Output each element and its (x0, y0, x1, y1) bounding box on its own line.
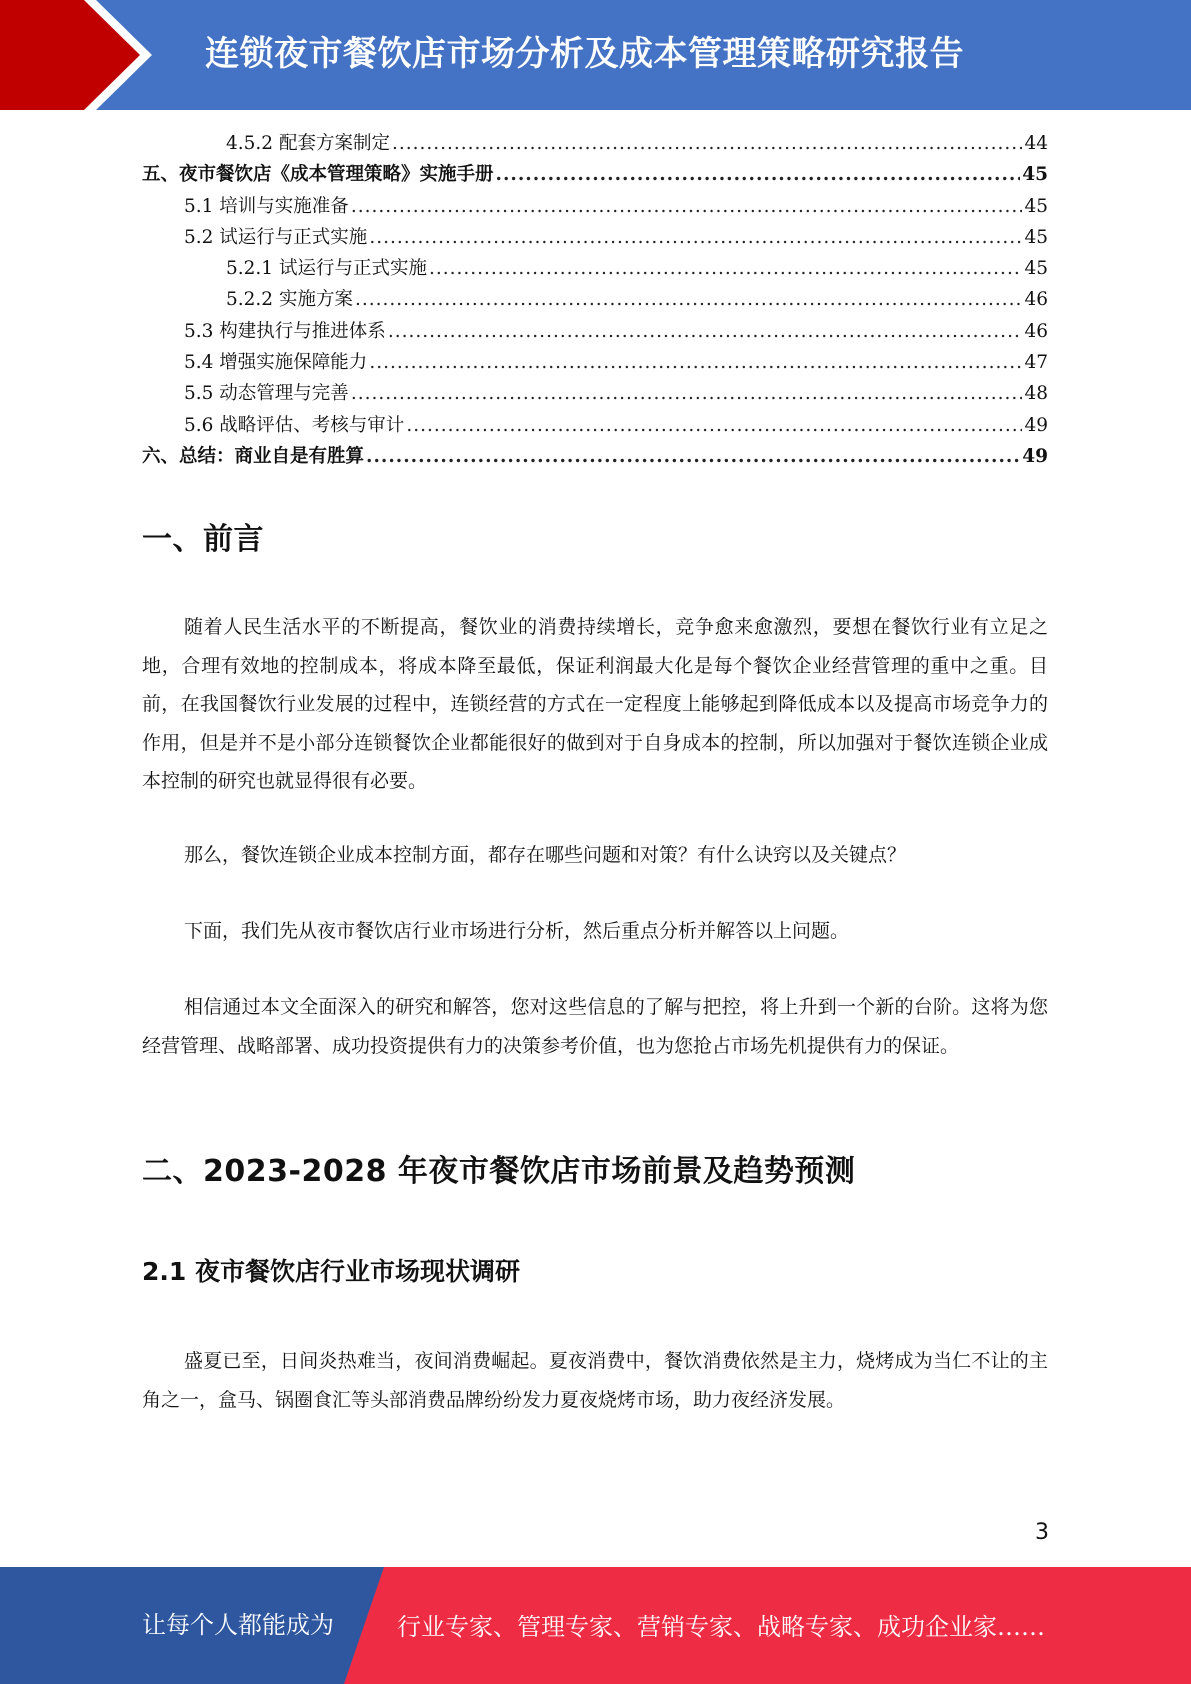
toc-entry[interactable] (142, 316, 1048, 347)
subsection-heading: 2.1 夜市餐饮店行业市场现状调研 (142, 1257, 520, 1286)
toc-entry-title: 5.5 动态管理与完善 (184, 383, 349, 405)
page-header (0, 0, 1191, 110)
toc-entry[interactable] (142, 347, 1048, 378)
report-title: 连锁夜市餐饮店市场分析及成本管理策略研究报告 (205, 34, 964, 74)
toc-entry-page: 45 (1024, 195, 1048, 217)
toc-entry-title: 5.1 培训与实施准备 (184, 195, 349, 217)
toc-dot-leader (369, 222, 1022, 253)
toc-dot-leader (392, 128, 1022, 159)
toc-entry-title: 4.5.2 配套方案制定 (226, 133, 390, 154)
toc-dot-leader (351, 378, 1023, 409)
toc-entry[interactable] (142, 159, 1048, 190)
toc-entry-page: 44 (1024, 133, 1048, 154)
body-paragraph: 盛夏已至，日间炎热难当，夜间消费崛起。夏夜消费中，餐饮消费依然是主力，烧烤成为当仁不让的主角之一，盒马、锅圈食汇等头部消费品牌纷纷发力夏夜烧烤市场，助力夜经济发展。 (142, 1350, 1048, 1411)
toc-entry-title: 5.3 构建执行与推进体系 (184, 320, 386, 342)
toc-entry-title: 5.2 试运行与正式实施 (184, 226, 368, 248)
toc-entry[interactable] (142, 378, 1048, 409)
toc-entry[interactable] (142, 284, 1048, 315)
toc-dot-leader (429, 253, 1022, 284)
toc-dot-leader (366, 441, 1020, 472)
body-paragraph: 那么，餐饮连锁企业成本控制方面，都存在哪些问题和对策？有什么诀窍以及关键点？ (184, 844, 907, 866)
toc-entry[interactable] (142, 128, 1048, 159)
toc-entry[interactable] (142, 191, 1048, 222)
toc-dot-leader (406, 410, 1022, 441)
toc-dot-leader (496, 159, 1021, 190)
page-footer (0, 1567, 1191, 1684)
toc-entry[interactable] (142, 222, 1048, 253)
toc-dot-leader (369, 347, 1022, 378)
toc-entry-title: 5.4 增强实施保障能力 (184, 352, 368, 374)
toc-entry-page: 49 (1022, 445, 1048, 467)
toc-entry-title: 5.6 战略评估、考核与审计 (184, 414, 405, 436)
section-heading-market-outlook: 二、2023-2028 年夜市餐饮店市场前景及趋势预测 (142, 1154, 856, 1189)
toc-entry-page: 45 (1022, 164, 1048, 186)
toc-entry-page: 45 (1024, 258, 1048, 280)
toc-entry-title: 5.2.1 试运行与正式实施 (226, 258, 427, 280)
toc-entry-title: 六、总结：商业自是有胜算 (142, 445, 365, 467)
toc-entry-page: 45 (1024, 226, 1048, 248)
toc-entry-page: 46 (1024, 289, 1048, 311)
toc-dot-leader (351, 191, 1023, 222)
table-of-contents (142, 128, 1048, 472)
body-paragraph: 下面，我们先从夜市餐饮店行业市场进行分析，然后重点分析并解答以上问题。 (184, 920, 850, 942)
footer-slogan-lead: 让每个人都能成为 (142, 1611, 334, 1639)
toc-entry-page: 48 (1024, 383, 1048, 405)
toc-entry-title: 5.2.2 实施方案 (226, 289, 353, 311)
toc-entry[interactable] (142, 441, 1048, 472)
toc-entry-page: 47 (1024, 352, 1048, 374)
toc-dot-leader (355, 284, 1023, 315)
body-paragraph: 随着人民生活水平的不断提高，餐饮业的消费持续增长，竞争愈来愈激烈，要想在餐饮行业有立足之地，合理有效地的控制成本，将成本降至最低，保证利润最大化是每个餐饮企业经营管理的重中之重。目前，在我国餐饮行业发展的过程中，连锁经营的方式在一定程度上能够起到降低成本以及提高市场竞争力的作用，但是并不是小部分连锁餐饮企业都能很好的做到对于自身成本的控制，所以加强对于餐饮连锁企业成本控制的研究也就显得很有必要。 (142, 616, 1048, 792)
body-paragraph: 相信通过本文全面深入的研究和解答，您对这些信息的了解与把控，将上升到一个新的台阶。这将为您经营管理、战略部署、成功投资提供有力的决策参考价值，也为您抢占市场先机提供有力的保证。 (142, 996, 1048, 1057)
toc-entry-title: 五、夜市餐饮店《成本管理策略》实施手册 (142, 164, 494, 186)
toc-entry[interactable] (142, 410, 1048, 441)
page-number: 3 (1035, 1520, 1049, 1545)
section-heading-preface: 一、前言 (142, 522, 264, 557)
footer-slogan-roles: 行业专家、管理专家、营销专家、战略专家、成功企业家…… (397, 1613, 1045, 1641)
toc-entry-page: 46 (1024, 320, 1048, 342)
header-chevron-icon (0, 0, 140, 110)
toc-entry[interactable] (142, 253, 1048, 284)
toc-entry-page: 49 (1024, 414, 1048, 436)
toc-dot-leader (388, 316, 1023, 347)
